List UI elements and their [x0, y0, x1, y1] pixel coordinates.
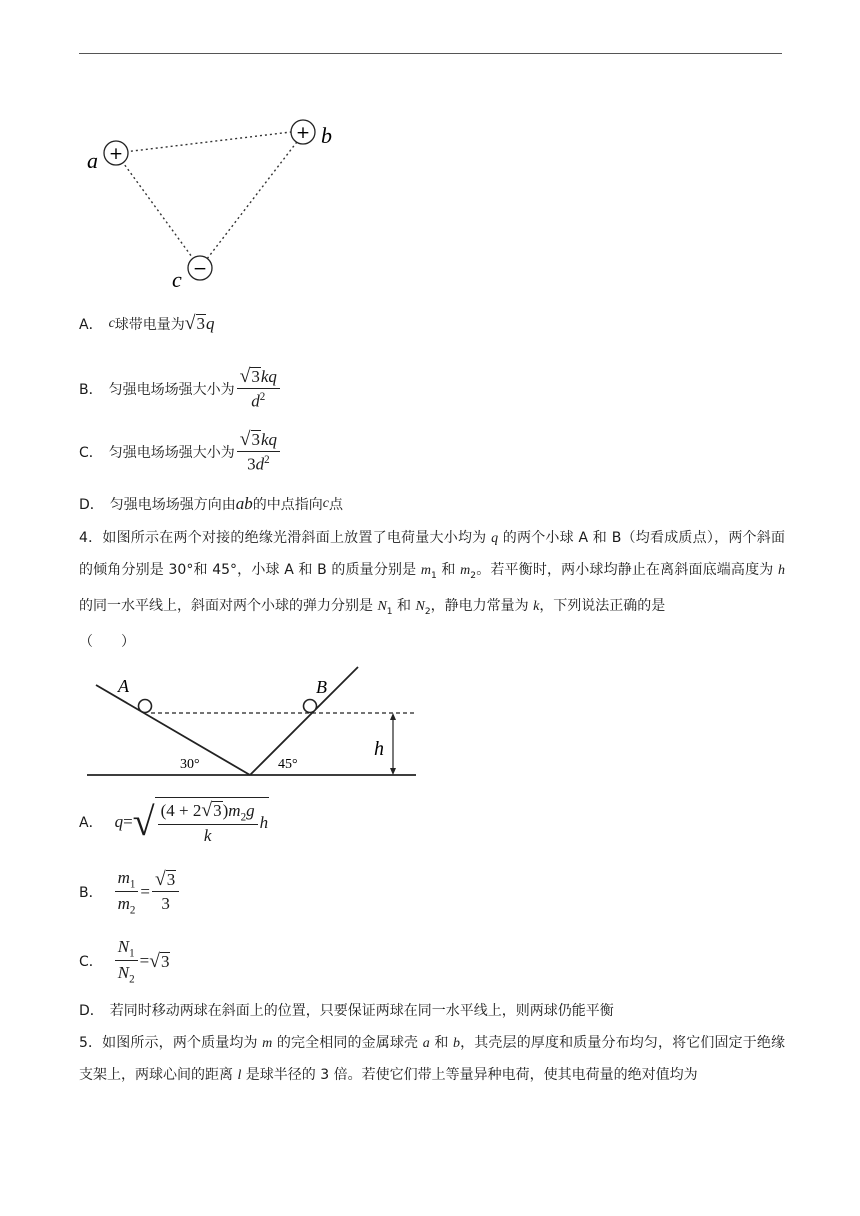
charge-a-sign: +: [108, 144, 124, 164]
label-A: A: [118, 676, 129, 696]
ball-B: [304, 700, 317, 713]
figure-inclined-planes: [79, 662, 424, 780]
question-5-stem: 5．如图所示，两个质量均为 m 的完全相同的金属球壳 a 和 b，其壳层的厚度和质量分布均匀，将它们固定于绝缘支架上，两球心间的距离 l 是球半径的 3 倍。若使它们带上等量异种电荷，使其电荷量的绝对值均为: [79, 1035, 786, 1083]
sqrt3q: √ 3: [184, 313, 206, 335]
question-4-stem: 4．如图所示在两个对接的绝缘光滑斜面上放置了电荷量大小均为 q 的两个小球 A 和 B（均看成质点），两个斜面的倾角分别是 30°和 45°，小球 A 和 B 的质量分别是 $m_1$ 和 $m_2$。若平衡时，两小球均静止在离斜面底端高度为 h 的同一水平线上，斜面对两个小球的弹力分别是 $N_1$ 和 $N_2$，静电力常量为 k，下列说法正确的是 （ ）: [79, 530, 785, 651]
dotted-line-bc: [200, 134, 303, 268]
sqrt-expression: √ (4 + 2 √ 3 )$m_2g$ k h: [132, 799, 269, 846]
charge-c-sign: −: [192, 259, 208, 279]
label-B: B: [316, 677, 327, 697]
fraction-sqrt3kq-d2: √ 3 kq $d^2$: [237, 367, 280, 412]
option-3a[interactable]: A． c 球带电量为 √ 3 q: [79, 313, 215, 335]
fraction-n1-n2: $\frac{N_1}{N_2}$: [115, 937, 138, 986]
option-3d[interactable]: D． 匀强电场场强方向由 ab 的中点指向 c 点: [79, 494, 343, 513]
incline-right: [250, 667, 358, 775]
ball-A: [139, 700, 152, 713]
option-3c[interactable]: C． 匀强电场场强大小为 √ 3 kq $3d^2$: [79, 430, 282, 475]
label-h: h: [374, 738, 384, 760]
angle-30: 30°: [180, 757, 200, 772]
label-c: c: [172, 267, 182, 292]
incline-left: [96, 685, 250, 775]
arrowhead-top: [390, 713, 396, 720]
angle-45: 45°: [278, 757, 298, 772]
charge-b-sign: +: [295, 123, 311, 143]
label-a: a: [87, 148, 98, 173]
dotted-line-ac: [116, 153, 200, 268]
header-rule: [79, 53, 782, 54]
option-4d[interactable]: D． 若同时移动两球在斜面上的位置，只要保证两球在同一水平线上，则两球仍能平衡: [79, 1003, 614, 1019]
figure-three-charges: [79, 110, 349, 295]
option-4a[interactable]: A． q = √ (4 + 2 √ 3 )$m_2g$ k h: [79, 799, 269, 846]
option-3b[interactable]: B． 匀强电场场强大小为 √ 3 kq $d^2$: [79, 367, 282, 412]
fraction-sqrt3-3: √ 3 3: [152, 870, 179, 914]
fraction-m1-m2: $\frac{m_1}{m_2}$: [115, 868, 139, 917]
sqrt3: √ 3: [149, 950, 170, 972]
arrowhead-bottom: [390, 768, 396, 775]
option-4c[interactable]: C． $\frac{N_1}{N_2}$ = √ 3: [79, 937, 170, 986]
dotted-line-ab: [116, 132, 291, 153]
option-4b[interactable]: B． $\frac{m_1}{m_2}$ = √ 3 3: [79, 868, 181, 917]
label-b: b: [321, 123, 332, 148]
fraction-sqrt3kq-3d2: √ 3 kq $3d^2$: [237, 430, 280, 475]
